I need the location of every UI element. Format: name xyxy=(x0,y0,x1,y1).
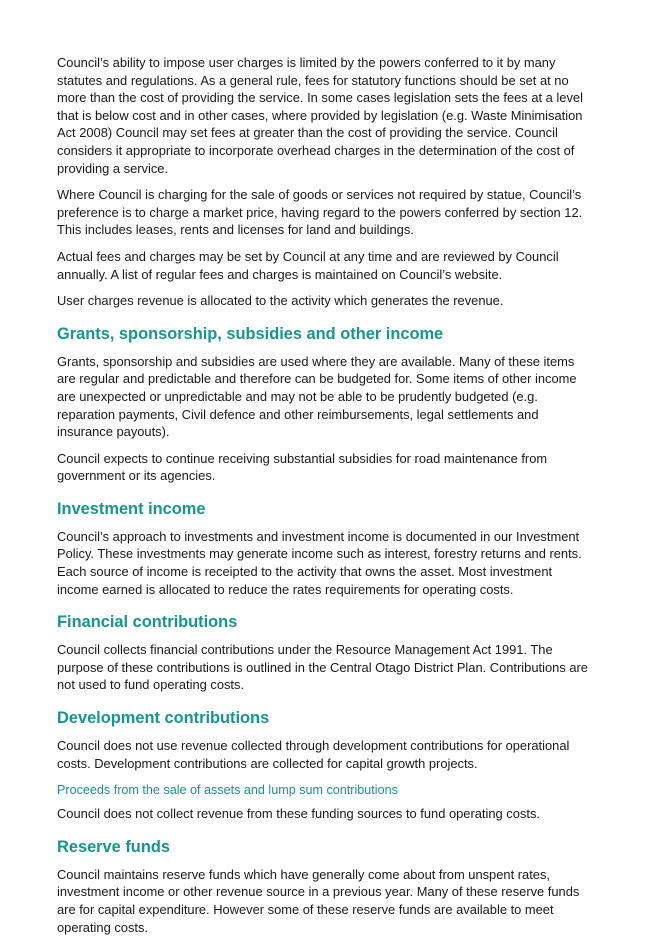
user-charges-paragraph-4: User charges revenue is allocated to the activity which generates the revenue. xyxy=(57,293,504,309)
financial-contributions-paragraph: Council collects financial contributions under the Resource Management Act 1991. The purpose of these contributions is outlined in the Central Otago District Plan. Contributions are not used to fund operating costs. xyxy=(57,642,588,693)
user-charges-paragraph-2: Where Council is charging for the sale of goods or services not required by statue, Council’s preference is to charge a market price, having regard to the powers conferred by section 12. This includes leases, rents and licenses for land and buildings. xyxy=(57,187,583,238)
reserve-funds-paragraph: Council maintains reserve funds which have generally come about from unspent rates, investment income or other revenue source in a previous year. Many of these reserve funds are for capital expenditure. However some of these reserve funds are available to meet operating costs. xyxy=(57,866,580,935)
proceeds-subheading: Proceeds from the sale of assets and lump sum contributions xyxy=(57,783,398,798)
proceeds-paragraph: Council does not collect revenue from these funding sources to fund operating costs. xyxy=(57,806,540,822)
user-charges-paragraph-1: Council’s ability to impose user charges is limited by the powers conferred to it by many statutes and regulations. As a general rule, fees for statutory functions should be set at no more than the cost of providing the service. In some cases legislation sets the fees at a level that is below cost and in other cases, where provided by legislation (e.g. Waste Minimisation Act 2008) Council may set fees at greater than the cost of providing the service. Council considers it appropriate to incorporate overhead charges in the determination of the cost of providing a service. xyxy=(57,55,583,176)
investment-paragraph: Council’s approach to investments and investment income is documented in our Investment Policy. These investments may generate income such as interest, forestry returns and rents. Each source of income is receipted to the activity that owns the asset. Most investment income earned is allocated to reduce the rates requirements for operating costs. xyxy=(57,528,582,597)
reserve-funds-heading: Reserve funds xyxy=(57,837,170,856)
investment-heading: Investment income xyxy=(57,499,206,518)
financial-contributions-heading: Financial contributions xyxy=(57,613,238,632)
grants-heading: Grants, sponsorship, subsidies and other income xyxy=(57,324,444,343)
user-charges-paragraph-3: Actual fees and charges may be set by Council at any time and are reviewed by Council annually. A list of regular fees and charges is maintained on Council’s website. xyxy=(57,248,559,282)
development-contributions-paragraph: Council does not use revenue collected through development contributions for operational costs. Development contributions are collected for capital growth projects. xyxy=(57,738,570,771)
grants-paragraph-1: Grants, sponsorship and subsidies are used where they are available. Many of these items are regular and predictable and therefore can be budgeted for. Some items of other income are unexpected or unpredictable and may not be able to be prudently budgeted (e.g. reparation payments, Civil defence and other reimbursements, legal settlements and insurance payouts). xyxy=(57,353,577,440)
grants-paragraph-2: Council expects to continue receiving substantial subsidies for road maintenance from government or its agencies. xyxy=(57,450,548,484)
development-contributions-heading: Development contributions xyxy=(57,709,270,728)
